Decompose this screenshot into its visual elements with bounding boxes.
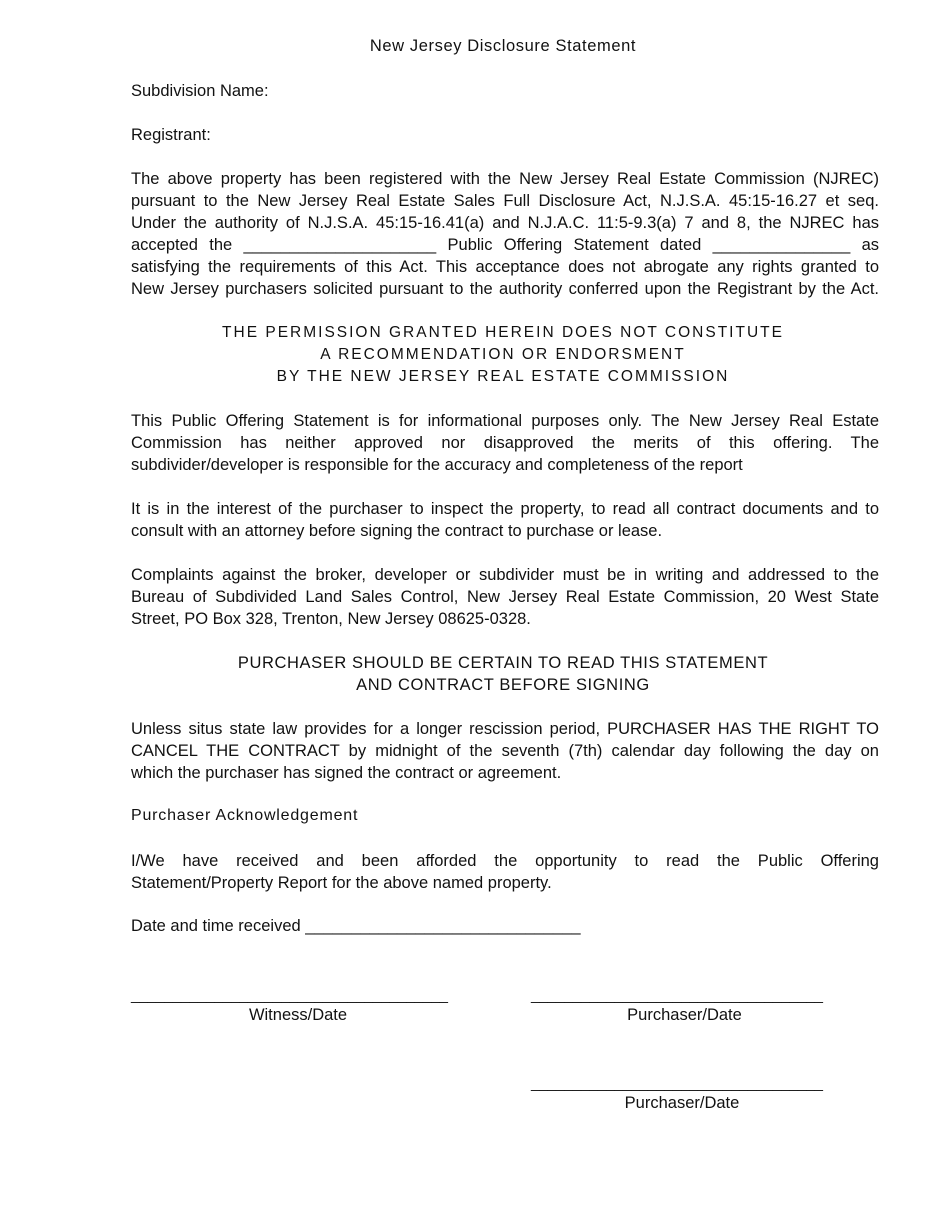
paragraph-line: Bureau of Subdivided Land Sales Control, New Jersey Real Estate Commission, 20 West State	[131, 588, 879, 606]
notice-line: A RECOMMENDATION OR ENDORSMENT	[320, 346, 686, 363]
paragraph-line: Commission has neither approved nor disapproved the merits of this offering. The	[131, 434, 879, 452]
purchaser-date-label-2: Purchaser/Date	[624, 1094, 740, 1112]
subdivision-name-label: Subdivision Name:	[131, 82, 269, 100]
paragraph-line: satisfying the requirements of this Act. This acceptance does not abrogate any rights granted to	[131, 258, 879, 276]
paragraph-line: Street, PO Box 328, Trenton, New Jersey 08625-0328.	[131, 610, 531, 628]
document-title: New Jersey Disclosure Statement	[369, 37, 637, 55]
notice-line: AND CONTRACT BEFORE SIGNING	[356, 676, 650, 694]
paragraph-line: Statement/Property Report for the above named property.	[131, 874, 552, 892]
notice-line: BY THE NEW JERSEY REAL ESTATE COMMISSION	[276, 368, 730, 385]
purchaser-signature-line-2[interactable]: ___________________________________	[531, 1075, 823, 1092]
paragraph-line: Unless situs state law provides for a longer rescission period, PURCHASER HAS THE RIGHT TO	[131, 720, 879, 738]
registrant-label: Registrant:	[131, 126, 211, 144]
paragraph-line: which the purchaser has signed the contract or agreement.	[131, 764, 562, 782]
paragraph-line: accepted the _____________________ Public Offering Statement dated _______________ as	[131, 236, 879, 254]
paragraph-line: Complaints against the broker, developer or subdivider must be in writing and addressed to the	[131, 566, 879, 584]
date-received-field[interactable]: Date and time received ______________________________	[131, 917, 581, 935]
purchaser-signature-line-1[interactable]: ___________________________________	[531, 987, 823, 1004]
paragraph-line: I/We have received and been afforded the opportunity to read the Public Offering	[131, 852, 879, 870]
paragraph-line: Under the authority of N.J.S.A. 45:15-16.41(a) and N.J.A.C. 11:5-9.3(a) 7 and 8, the NJREC has	[131, 214, 879, 232]
paragraph-line: It is in the interest of the purchaser to inspect the property, to read all contract documents and to	[131, 500, 879, 518]
paragraph-line: The above property has been registered with the New Jersey Real Estate Commission (NJREC)	[131, 170, 879, 188]
paragraph-line: New Jersey purchasers solicited pursuant to the authority conferred upon the Registrant by the Act.	[131, 280, 879, 298]
witness-signature-line[interactable]: ______________________________________	[131, 987, 449, 1004]
notice-line: PURCHASER SHOULD BE CERTAIN TO READ THIS STATEMENT	[237, 654, 769, 672]
acknowledgement-heading: Purchaser Acknowledgement	[131, 807, 359, 824]
paragraph-line: pursuant to the New Jersey Real Estate Sales Full Disclosure Act, N.J.S.A. 45:15-16.27 et seq.	[131, 192, 879, 210]
paragraph-line: CANCEL THE CONTRACT by midnight of the seventh (7th) calendar day following the day on	[131, 742, 879, 760]
notice-line: THE PERMISSION GRANTED HEREIN DOES NOT CONSTITUTE	[222, 324, 784, 341]
paragraph-line: This Public Offering Statement is for informational purposes only. The New Jersey Real Estate	[131, 412, 879, 430]
witness-date-label: Witness/Date	[248, 1006, 348, 1024]
purchaser-date-label-1: Purchaser/Date	[627, 1006, 742, 1024]
paragraph-line: subdivider/developer is responsible for the accuracy and completeness of the report	[131, 456, 743, 474]
paragraph-line: consult with an attorney before signing the contract to purchase or lease.	[131, 522, 663, 540]
